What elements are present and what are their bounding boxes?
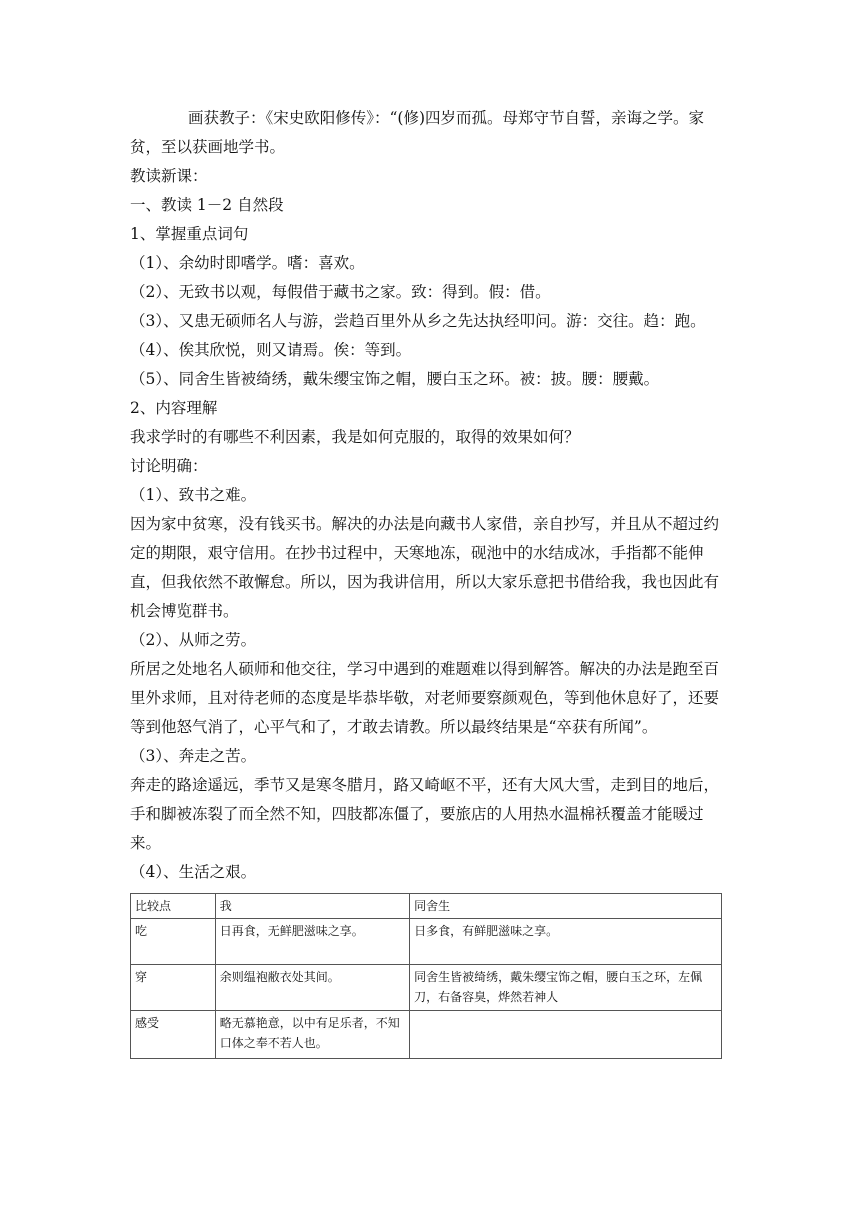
point-3-title: （3）、奔走之苦。 [130,747,257,765]
vocab-item-4: （4）、俟其欣悦，则又请焉。俟：等到。 [130,341,412,359]
table-cell: 同舍生皆被绮绣，戴朱缨宝饰之帽，腰白玉之环，左佩刀，右备容臭，烨然若神人 [410,965,722,1011]
table-cell: 日再食，无鲜肥滋味之享。 [215,919,409,965]
point-3-text: 奔走的路途遥远，季节又是寒冬腊月，路又崎岖不平，还有大风大雪，走到目的地后，手和脚被冻裂了而全然不知，四肢都冻僵了，要旅店的人用热水温棉袄覆盖才能暖过来。 [130,776,720,852]
point-1-text: 因为家中贫寒，没有钱买书。解决的办法是向藏书人家借，亲自抄写，并且从不超过约定的期限，艰守信用。在抄书过程中，天寒地冻，砚池中的水结成冰，手指都不能伸直，但我依然不敢懈怠。所以，因为我讲信用，所以大家乐意把书借给我，我也因此有机会博览群书。 [130,515,720,620]
table-header-cell: 比较点 [131,894,216,919]
vocab-item-1: （1）、余幼时即嗜学。嗜：喜欢。 [130,254,365,272]
table-cell: 感受 [131,1011,216,1059]
table-row [131,919,722,965]
heading-key-words: 1、掌握重点词句 [130,225,249,243]
point-2-text: 所居之处地名人硕师和他交往，学习中遇到的难题难以得到解答。解决的办法是跑至百里外求师，且对待老师的态度是毕恭毕敬，对老师要察颜观色，等到他休息好了，还要等到他怒气消了，心平气和了，才敢去请教。所以最终结果是“卒获有所闻”。 [130,660,720,736]
point-1-title: （1）、致书之难。 [130,486,257,504]
vocab-item-5: （5）、同舍生皆被绮绣，戴朱缨宝饰之帽，腰白玉之环。被：披。腰：腰戴。 [130,370,660,388]
table-row [131,1011,722,1059]
point-2-title: （2）、从师之劳。 [130,631,257,649]
table-cell [410,1011,722,1059]
table-header-cell: 我 [215,894,409,919]
table-cell: 略无慕艳意，以中有足乐者，不知口体之奉不若人也。 [215,1011,409,1059]
point-4-title: （4）、生活之艰。 [130,863,257,881]
table-cell: 余则缊袍敝衣处其间。 [215,965,409,1011]
table-cell: 吃 [131,919,216,965]
heading-content-understanding: 2、内容理解 [130,399,218,417]
vocab-item-3: （3）、又患无硕师名人与游，尝趋百里外从乡之先达执经叩问。游：交往。趋：跑。 [130,312,706,330]
heading-section-1: 一、教读 1－2 自然段 [130,196,284,214]
table-header-row [131,894,722,919]
heading-new-lesson: 教读新课： [130,167,208,185]
table-row [131,965,722,1011]
intro-paragraph: 画获教子：《宋史欧阳修传》：“(修)四岁而孤。母郑守节自誓，亲诲之学。家贫，至以获画地学书。 [130,109,705,156]
document-body [130,104,730,1059]
table-cell: 穿 [131,965,216,1011]
table-cell: 日多食，有鲜肥滋味之享。 [410,919,722,965]
discussion-label: 讨论明确： [130,457,208,475]
vocab-item-2: （2）、无致书以观，每假借于藏书之家。致：得到。假：借。 [130,283,551,301]
table-header-cell: 同舍生 [410,894,722,919]
discussion-question: 我求学时的有哪些不利因素，我是如何克服的，取得的效果如何？ [130,428,580,446]
comparison-table [130,893,722,1059]
